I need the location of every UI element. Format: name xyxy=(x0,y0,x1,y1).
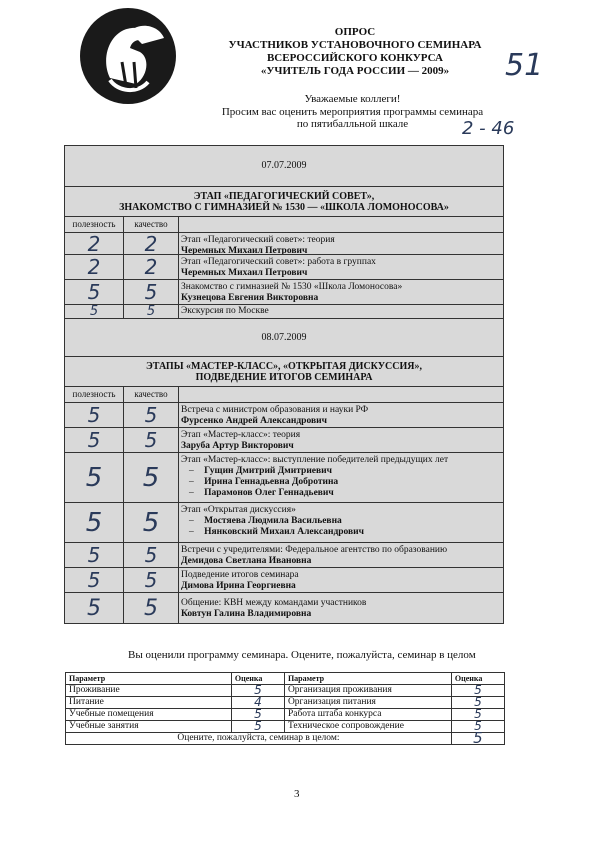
survey-title xyxy=(210,26,500,78)
event-speaker: Ковтун Галина Владимировна xyxy=(181,609,312,619)
event-title: Этап «Педагогический совет»: работа в группах xyxy=(181,257,376,267)
event-speaker: – Ирина Геннадьевна Добротина xyxy=(181,477,499,488)
event-title: Экскурсия по Москве xyxy=(181,306,269,316)
summary-param: Работа штаба конкурса xyxy=(284,709,451,721)
event-title: Этап «Мастер-класс»: выступление победителей предыдущих лет xyxy=(181,455,449,465)
event-title: Этап «Педагогический совет»: теория xyxy=(181,235,335,245)
title-line: УЧАСТНИКОВ УСТАНОВОЧНОГО СЕМИНАРА xyxy=(228,39,482,51)
event-title: Подведение итогов семинара xyxy=(181,570,299,580)
summary-row xyxy=(66,721,505,733)
usefulness-score: 2 xyxy=(87,232,101,256)
quality-score: 5 xyxy=(144,280,158,304)
stage-line: ПОДВЕДЕНИЕ ИТОГОВ СЕМИНАРА xyxy=(195,372,373,383)
summary-score: 5 xyxy=(451,709,504,721)
summary-header-row xyxy=(66,673,505,685)
event-row xyxy=(65,232,503,254)
summary-table xyxy=(65,672,505,745)
quality-header: качество xyxy=(124,387,179,402)
event-speaker: Черемных Михаил Петрович xyxy=(181,246,308,256)
usefulness-score: 5 xyxy=(87,428,101,452)
event-title: Знакомство с гимназией № 1530 «Школа Ломоносова» xyxy=(181,282,403,292)
usefulness-score: 5 xyxy=(87,596,101,621)
summary-param: Учебные помещения xyxy=(66,709,232,721)
quality-score: 5 xyxy=(144,568,158,592)
quality-score: 5 xyxy=(144,403,158,427)
summary-score: 5 xyxy=(451,721,504,733)
event-row xyxy=(65,452,503,502)
summary-header: Оценка xyxy=(451,673,504,685)
summary-header: Параметр xyxy=(66,673,232,685)
quality-score: 5 xyxy=(144,428,158,452)
usefulness-score: 5 xyxy=(89,304,99,319)
title-line: ОПРОС xyxy=(334,26,376,38)
summary-param: Техническое сопровождение xyxy=(284,721,451,733)
column-header-row xyxy=(65,386,503,402)
intro-line: Просим вас оценить мероприятия программы семинара xyxy=(221,105,484,118)
summary-header: Оценка xyxy=(231,673,284,685)
quality-score: 5 xyxy=(144,596,158,621)
summary-score: 5 xyxy=(451,685,504,697)
event-speaker: – Нянковский Михаил Александрович xyxy=(181,527,499,538)
handwritten-code: 2 - 46 xyxy=(462,118,515,139)
pelican-logo xyxy=(80,8,176,104)
event-title: Этап «Открытая дискуссия» xyxy=(181,505,296,515)
intro-line: по пятибалльной шкале xyxy=(296,118,409,130)
column-header-row xyxy=(65,216,503,232)
summary-param: Питание xyxy=(66,697,232,709)
event-speaker: Заруба Артур Викторович xyxy=(181,441,294,451)
overall-row xyxy=(66,733,505,745)
intro-text xyxy=(200,93,505,131)
stage-line: ЗНАКОМСТВО С ГИМНАЗИЕЙ № 1530 — «ШКОЛА ЛОМОНОСОВА» xyxy=(119,202,449,213)
event-speaker: – Гущин Дмитрий Дмитриевич xyxy=(181,466,499,477)
event-title: Этап «Мастер-класс»: теория xyxy=(181,430,301,440)
date-label: 08.07.2009 xyxy=(261,332,307,343)
summary-score: 5 xyxy=(451,697,504,709)
event-row xyxy=(65,304,503,318)
stage-heading xyxy=(65,356,503,386)
summary-param: Проживание xyxy=(66,685,232,697)
stage-heading xyxy=(65,186,503,216)
event-row xyxy=(65,592,503,623)
quality-header: качество xyxy=(124,217,179,232)
summary-score: 4 xyxy=(231,697,284,709)
date-bar xyxy=(65,146,503,186)
quality-score: 5 xyxy=(142,463,160,493)
usefulness-header: полезность xyxy=(65,217,124,232)
usefulness-score: 2 xyxy=(87,255,101,279)
handwritten-number: 51 xyxy=(505,48,544,83)
intro-line: Уважаемые коллеги! xyxy=(304,93,401,105)
summary-score: 5 xyxy=(231,685,284,697)
quality-score: 5 xyxy=(146,304,156,319)
summary-param: Организация проживания xyxy=(284,685,451,697)
quality-score: 5 xyxy=(142,508,160,538)
event-row xyxy=(65,542,503,567)
event-speaker: Черемных Михаил Петрович xyxy=(181,268,308,278)
event-row xyxy=(65,254,503,279)
quality-score: 2 xyxy=(144,255,158,279)
stage-line: ЭТАПЫ «МАСТЕР-КЛАСС», «ОТКРЫТАЯ ДИСКУССИЯ», xyxy=(145,361,422,372)
summary-score: 5 xyxy=(231,721,284,733)
stage-line: ЭТАП «ПЕДАГОГИЧЕСКИЙ СОВЕТ», xyxy=(193,191,375,202)
event-title: Встреча с министром образования и науки РФ xyxy=(181,405,369,415)
summary-header: Параметр xyxy=(284,673,451,685)
overall-label: Оцените, пожалуйста, семинар в целом: xyxy=(66,733,452,745)
event-speaker: Фурсенко Андрей Александрович xyxy=(181,416,327,426)
summary-row xyxy=(66,685,505,697)
quality-score: 5 xyxy=(144,543,158,567)
event-speaker: Демидова Светлана Ивановна xyxy=(181,556,312,566)
date-bar xyxy=(65,318,503,356)
usefulness-score: 5 xyxy=(87,403,101,427)
title-line: ВСЕРОССИЙСКОГО КОНКУРСА xyxy=(266,52,444,64)
usefulness-header: полезность xyxy=(65,387,124,402)
event-speaker: Димова Ирина Георгиевна xyxy=(181,581,296,591)
page-number: 3 xyxy=(294,788,300,800)
event-row xyxy=(65,427,503,452)
title-line: «УЧИТЕЛЬ ГОДА РОССИИ — 2009» xyxy=(260,65,450,77)
event-row xyxy=(65,567,503,592)
summary-param: Организация питания xyxy=(284,697,451,709)
event-speaker: Кузнецова Евгения Викторовна xyxy=(181,293,319,303)
event-title: Встречи с учредителями: Федеральное агентство по образованию xyxy=(181,545,448,555)
usefulness-score: 5 xyxy=(87,568,101,592)
usefulness-score: 5 xyxy=(87,543,101,567)
summary-row xyxy=(66,709,505,721)
usefulness-score: 5 xyxy=(85,463,103,493)
event-title: Общение: КВН между командами участников xyxy=(181,598,367,608)
usefulness-score: 5 xyxy=(87,280,101,304)
usefulness-score: 5 xyxy=(85,508,103,538)
program-rating-table xyxy=(64,145,504,624)
summary-param: Учебные занятия xyxy=(66,721,232,733)
event-row xyxy=(65,502,503,542)
event-row xyxy=(65,402,503,427)
summary-prompt: Вы оценили программу семинара. Оцените, пожалуйста, семинар в целом xyxy=(128,649,476,661)
quality-score: 2 xyxy=(144,232,158,256)
overall-score: 5 xyxy=(451,733,504,745)
event-row xyxy=(65,279,503,304)
summary-score: 5 xyxy=(231,709,284,721)
event-speaker: – Парамонов Олег Геннадьевич xyxy=(181,488,499,499)
summary-row xyxy=(66,697,505,709)
date-label: 07.07.2009 xyxy=(261,160,307,171)
event-speaker: – Мостяева Людмила Васильевна xyxy=(181,516,499,527)
